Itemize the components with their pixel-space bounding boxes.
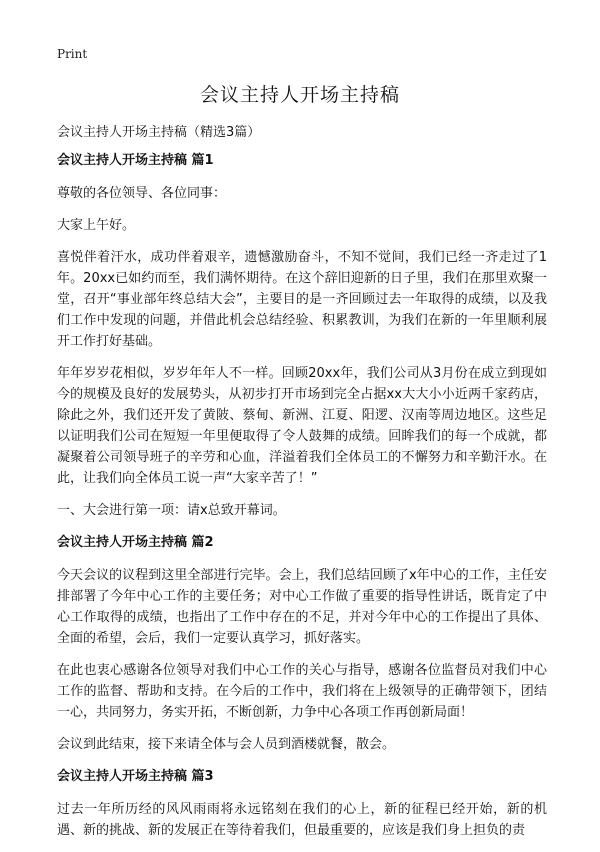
document-subtitle: 会议主持人开场主持稿（精选3篇）: [57, 125, 261, 140]
section-heading-3: 会议主持人开场主持稿 篇3: [57, 769, 214, 784]
paragraph: 大家上午好。: [57, 218, 136, 233]
print-label[interactable]: Print: [57, 47, 88, 61]
paragraph: 在此也衷心感谢各位领导对我们中心工作的关心与指导，感谢各位监督员对我们中心工作的监督、帮助和支持。在今后的工作中，我们将在上级领导的正确带领下，团结一心，共同努力，务实开拓，不断创新，力争中心各项工作再创新局面！: [57, 663, 547, 720]
document-body: [57, 150, 547, 852]
paragraph: 年年岁岁花相似，岁岁年年人不一样。回顾20xx年，我们公司从3月份在成立到现如今的规模及良好的发展势头，从初步打开市场到完全占据xx大大小小近两千家药店，除此之外，我们还开发了黄陂、蔡甸、新洲、江夏、阳逻、汉南等周边地区。这些足以证明我们公司在短短一年里便取得了令人鼓舞的成绩。回眸我们的每一个成就，都凝聚着公司领导班子的辛劳和心血，洋溢着我们全体员工的不懈努力和辛勤汗水。在此，让我们向全体员工说一声“大家辛苦了！”: [57, 366, 547, 486]
paragraph: 尊敬的各位领导、各位同事：: [57, 186, 227, 201]
paragraph: 今天会议的议程到这里全部进行完毕。会上，我们总结回顾了x年中心的工作，主任安排部署了今年中心工作的主要任务；对中心工作做了重要的指导性讲话，既肯定了中心工作取得的成绩，也指出了工作中存在的不足，并对今年中心的工作提出了具体、全面的希望，会后，我们一定要认真学习，抓好落实。: [57, 568, 547, 646]
section-heading-2: 会议主持人开场主持稿 篇2: [57, 535, 214, 550]
section-heading-1: 会议主持人开场主持稿 篇1: [57, 153, 214, 168]
paragraph: 会议到此结束，接下来请全体与会人员到酒楼就餐，散会。: [57, 737, 396, 752]
paragraph: 喜悦伴着汗水，成功伴着艰辛，遗憾激励奋斗，不知不觉间，我们已经一齐走过了1年。20xx已如约而至，我们满怀期待。在这个辞旧迎新的日子里，我们在那里欢聚一堂，召开“事业部年终总结大会”，主要目的是一齐回顾过去一年取得的成绩，以及我们工作中发现的问题，并借此机会总结经验、积累教训，为我们在新的一年里顺利展开工作打好基础。: [57, 250, 547, 349]
paragraph: 一、大会进行第一项：请x总致开幕词。: [57, 503, 286, 518]
document-title: 会议主持人开场主持稿: [199, 84, 400, 106]
paragraph: 过去一年所历经的风风雨雨将永远铭刻在我们的心上，新的征程已经开始，新的机遇、新的挑战、新的发展正在等待着我们，但最重要的，应该是我们身上担负的责: [57, 802, 547, 838]
